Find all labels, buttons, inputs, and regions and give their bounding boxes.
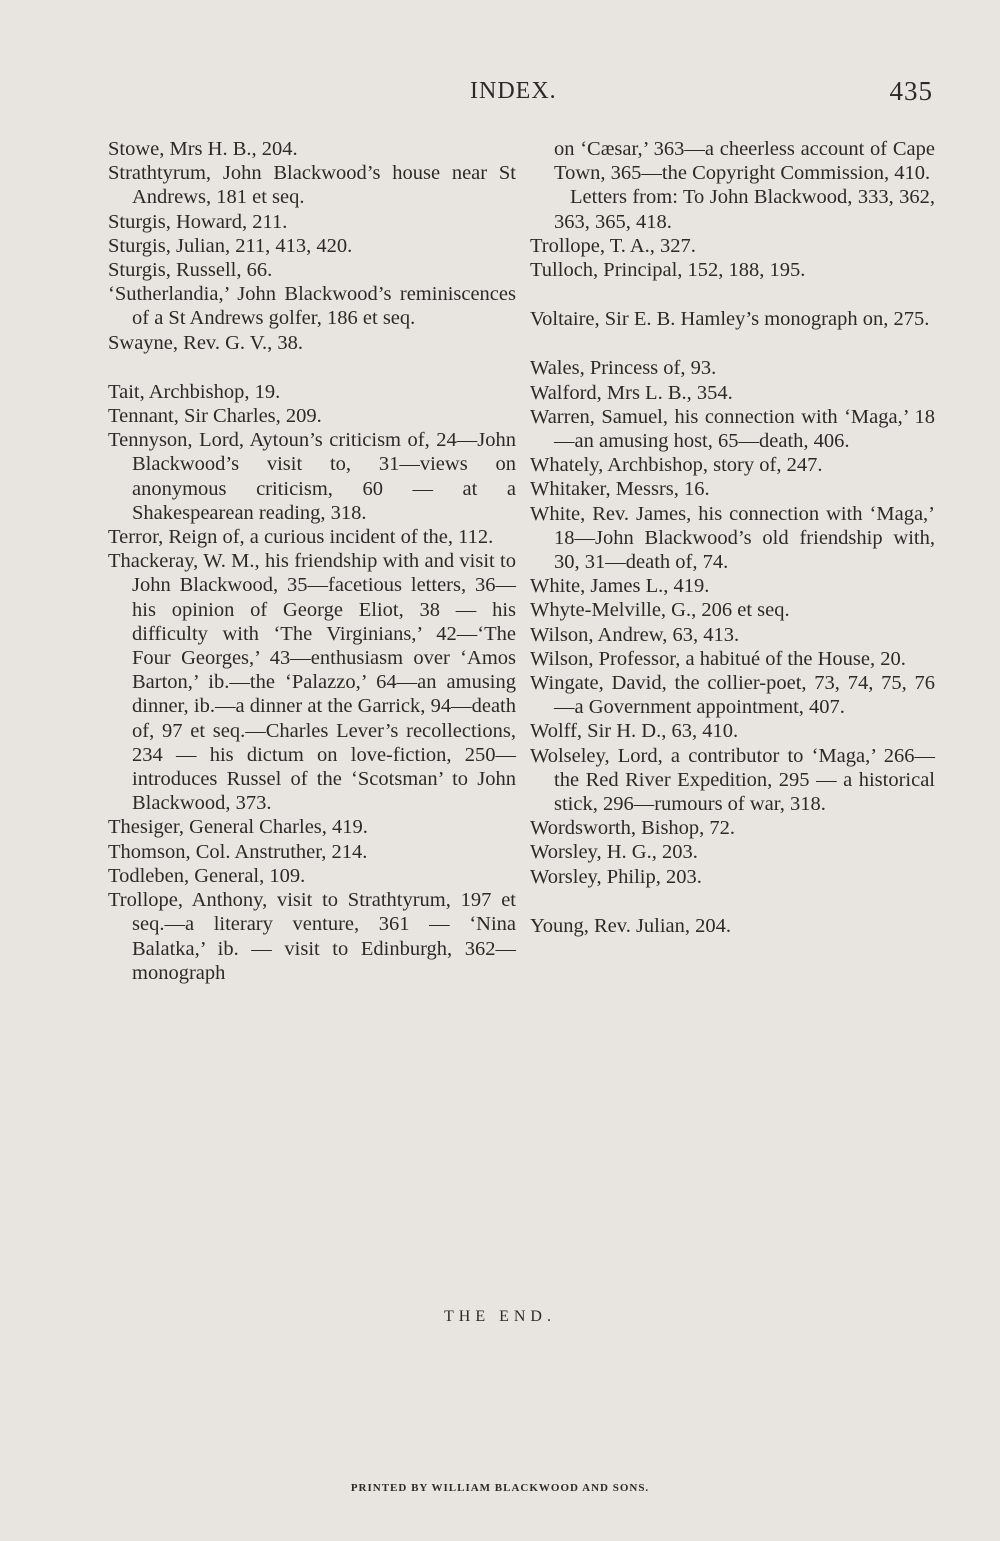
index-entry: Wingate, David, the collier-poet, 73, 74, 75, 76—a Government appointment, 407. [530,672,935,719]
index-entry: Trollope, T. A., 327. [530,234,696,257]
the-end-text: THE END. [444,1308,556,1325]
running-title: INDEX. [470,78,557,104]
index-entry: Tennyson, Lord, Aytoun’s criticism of, 24—John Blackwood’s visit to, 31—views on anonymous criticism, 60 — at a Shakespearean reading, 318. [108,429,516,524]
index-entry: Todleben, General, 109. [108,864,306,887]
running-head [0,78,1000,112]
index-entry: White, Rev. James, his connection with ‘Maga,’ 18—John Blackwood’s old friendship with, 30, 31—death of, 74. [530,502,935,574]
index-entry: Thackeray, W. M., his friendship with and visit to John Blackwood, 35—facetious letters, 36—his opinion of George Eliot, 38 — his difficulty with ‘The Virginians,’ 42—‘The Four Georges,’ 43—enthusiasm over ‘Amos Barton,’ ib.—the ‘Palazzo,’ 64—an amusing dinner, ib.—a dinner at the Garrick, 94—death of, 97 et seq.—Charles Lever’s recollections, 234 — his dictum on love-fiction, 250—introduces Russel of the ‘Scotsman’ to John Blackwood, 373. [108,550,516,815]
index-entry: Trollope, Anthony, visit to Strathtyrum, 197 et seq.—a literary venture, 361 — ‘Nina Balatka,’ ib. — visit to Edinburgh, 362—monograph [108,889,516,984]
index-entry: ‘Sutherlandia,’ John Blackwood’s reminiscences of a St Andrews golfer, 186 et seq. [108,283,516,330]
index-entry: Walford, Mrs L. B., 354. [530,381,733,404]
index-entry: Sturgis, Howard, 211. [108,210,288,233]
index-entry: Swayne, Rev. G. V., 38. [108,331,303,354]
index-entry: Wales, Princess of, 93. [530,357,717,380]
index-entry: Worsley, H. G., 203. [530,841,698,864]
index-entry-continuation: on ‘Cæsar,’ 363—a cheerless account of Cape Town, 365—the Copyright Commission, 410. [554,138,935,185]
index-entry: Young, Rev. Julian, 204. [530,914,732,937]
index-entry: Tennant, Sir Charles, 209. [108,405,322,428]
index-entry: Thomson, Col. Anstruther, 214. [108,840,368,863]
index-entry: Whately, Archbishop, story of, 247. [530,454,823,477]
index-entry: Wilson, Professor, a habitué of the House, 20. [530,647,906,670]
index-entry: Strathtyrum, John Blackwood’s house near St Andrews, 181 et seq. [108,162,516,209]
page-number: 435 [889,76,933,106]
index-entry: White, James L., 419. [530,575,710,598]
index-entry: Worsley, Philip, 203. [530,865,702,888]
index-entry: Warren, Samuel, his connection with ‘Maga,’ 18—an amusing host, 65—death, 406. [530,405,935,453]
index-entry: Thesiger, General Charles, 419. [108,816,368,839]
printer-imprint: PRINTED BY WILLIAM BLACKWOOD AND SONS. [350,1482,650,1494]
index-entry: Stowe, Mrs H. B., 204. [108,138,298,160]
index-entry: Terror, Reign of, a curious incident of the, 112. [108,526,494,549]
index-entry: Wilson, Andrew, 63, 413. [530,623,740,646]
index-column-left [108,137,516,985]
index-column-right [530,137,935,938]
index-entry: Wordsworth, Bishop, 72. [530,817,736,840]
index-entry: Sturgis, Russell, 66. [108,259,273,282]
index-entry: Voltaire, Sir E. B. Hamley’s monograph on, 275. [530,308,930,331]
index-entry: Whitaker, Messrs, 16. [530,478,710,501]
index-subentry-letters: Letters from: To John Blackwood, 333, 362, 363, 365, 418. [554,186,935,233]
index-entry: Whyte-Melville, G., 206 et seq. [530,599,790,622]
index-entry: Wolff, Sir H. D., 63, 410. [530,720,739,743]
index-entry: Tait, Archbishop, 19. [108,380,281,403]
index-entry: Tulloch, Principal, 152, 188, 195. [530,259,806,282]
index-entry: Wolseley, Lord, a contributor to ‘Maga,’ 266—the Red River Expedition, 295 — a historical stick, 296—rumours of war, 318. [530,744,935,816]
index-entry: Sturgis, Julian, 211, 413, 420. [108,234,353,257]
